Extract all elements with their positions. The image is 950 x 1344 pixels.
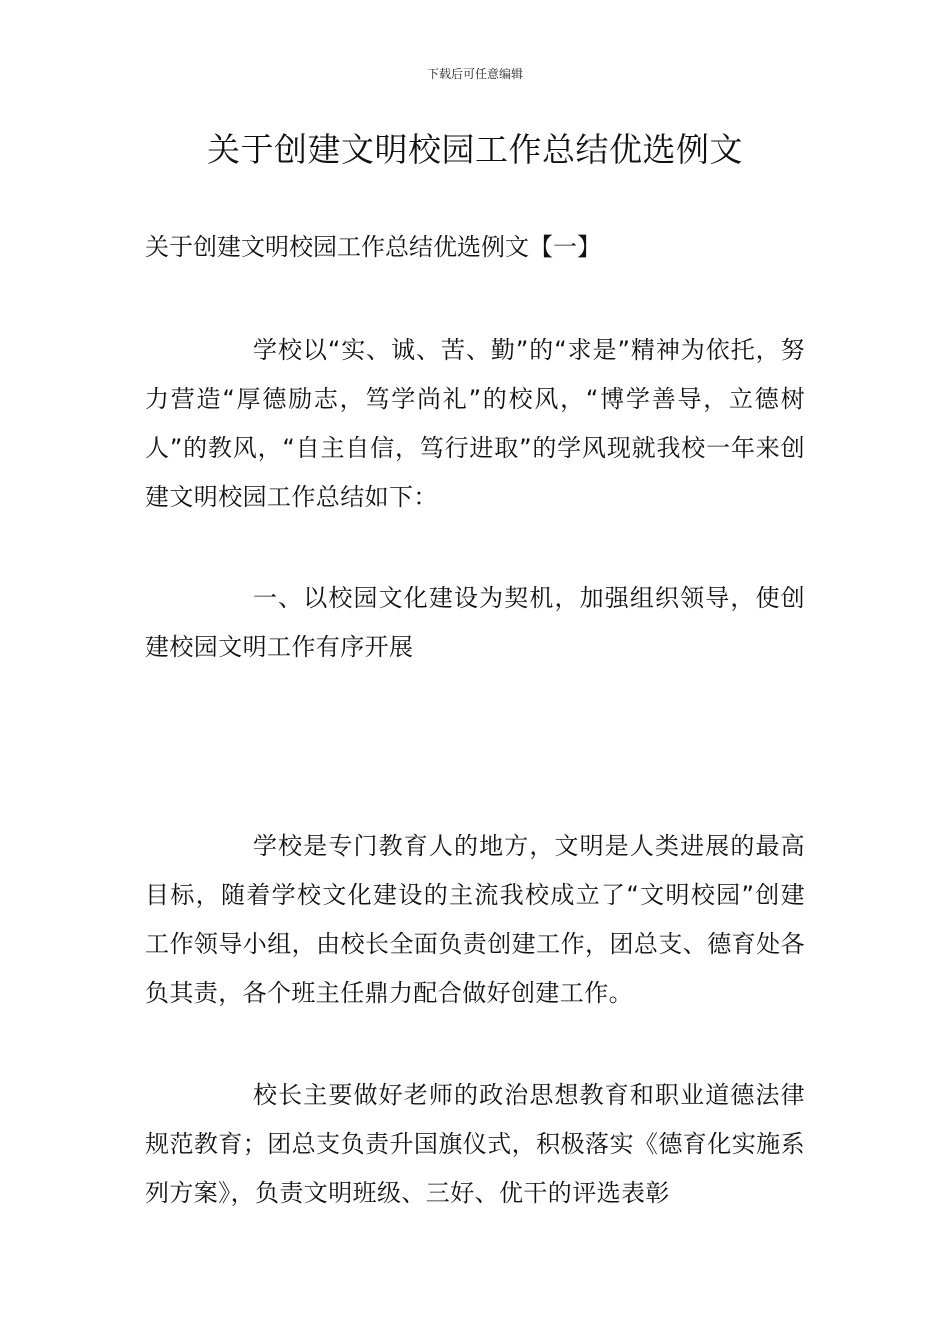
paragraph-organization: 学校是专门教育人的地方，文明是人类进展的最高目标，随着学校文化建设的主流我校成立了“文明校园”创建工作领导小组，由校长全面负责创建工作，团总支、德育处各负其责，各个班主任鼎力配合做好创建工作。 (145, 832, 805, 1007)
paragraph-responsibilities: 校长主要做好老师的政治思想教育和职业道德法律规范教育；团总支负责升国旗仪式，积极落实《德育化实施系列方案》，负责文明班级、三好、优干的评选表彰 (145, 1081, 805, 1207)
document-title: 关于创建文明校园工作总结优选例文 (207, 130, 743, 169)
paragraph-section-one: 一、以校园文化建设为契机，加强组织领导，使创建校园文明工作有序开展 (145, 584, 805, 661)
paragraph-intro: 学校以“实、诚、苦、勤”的“求是”精神为依托，努力营造“厚德励志，笃学尚礼”的校风，“博学善导，立德树人”的教风，“自主自信，笃行进取”的学风现就我校一年来创建文明校园工作总结如下： (145, 336, 805, 511)
section-heading: 关于创建文明校园工作总结优选例文【一】 (145, 233, 601, 261)
header-note: 下载后可任意编辑 (426, 67, 523, 81)
